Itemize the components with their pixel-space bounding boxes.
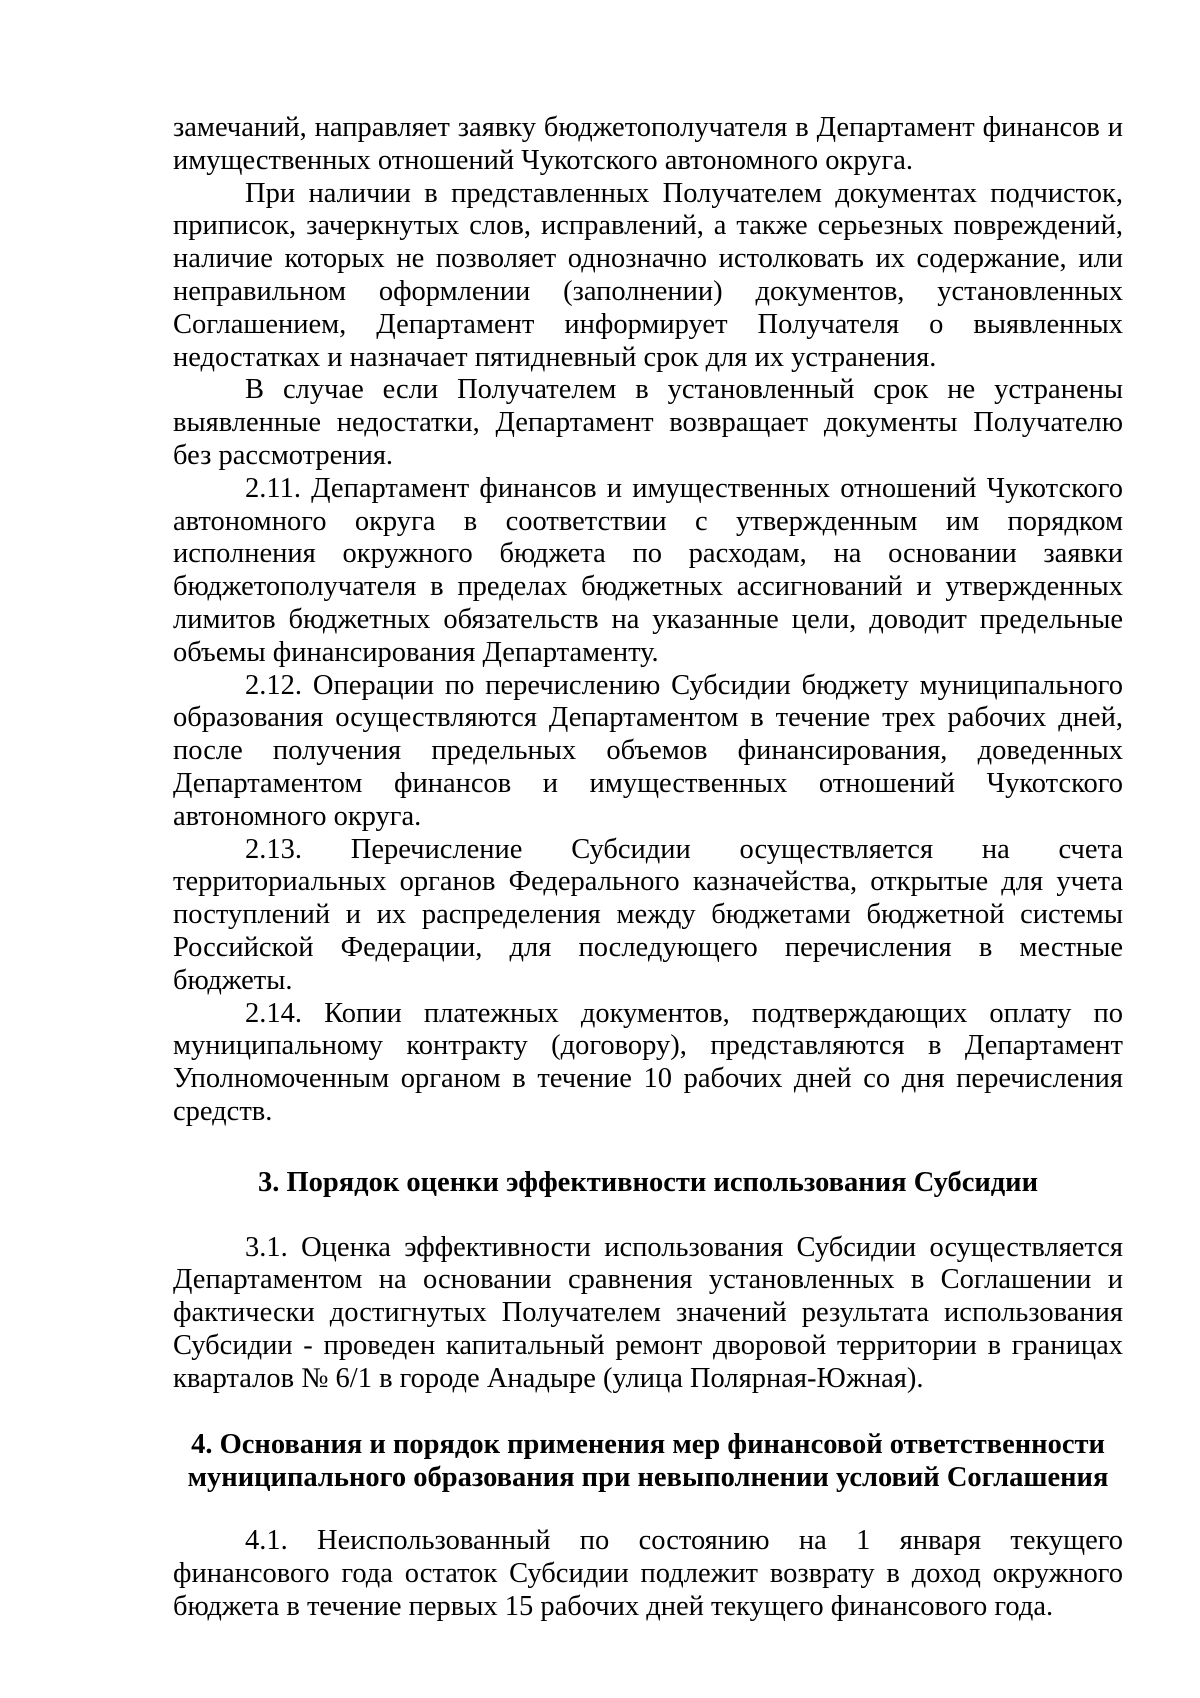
section-4-heading-line-2: муниципального образования при невыполнении условий Соглашения — [187, 1462, 1109, 1494]
paragraph-2-14: 2.14. Копии платежных документов, подтверждающих оплату по муниципальному контракту (договору), представляются в Департамент Уполномоченным органом в течение 10 рабочих дней со дня перечисления средств. — [173, 997, 1123, 1127]
paragraph-2-12: 2.12. Операции по перечислению Субсидии бюджету муниципального образования осуществляются Департаментом в течение трех рабочих дней, после получения предельных объемов финансирования, доведенных Департаментом финансов и имущественных отношений Чукотского автономного округа. — [173, 669, 1123, 832]
spacer — [173, 1129, 1123, 1167]
section-4-heading-line-1: 4. Основания и порядок применения мер финансовой ответственности — [191, 1429, 1105, 1461]
paragraph-4-1: 4.1. Неиспользованный по состоянию на 1 января текущего финансового года остаток Субсидии подлежит возврату в доход окружного бюджета в течение первых 15 рабочих дней текущего финансового года. — [173, 1525, 1123, 1622]
paragraph-corrections: При наличии в представленных Получателем документах подчисток, приписок, зачеркнутых слов, исправлений, а также серьезных повреждений, наличие которых не позволяет однозначно истолковать их содержание, или неправильном оформлении (заполнении) документов, установленных Соглашением, Департамент информирует Получателя о выявленных недостатках и назначает пятидневный срок для их устранения. — [173, 177, 1123, 373]
paragraph-2-13: 2.13. Перечисление Субсидии осуществляется на счета территориальных органов Федерального казначейства, открытые для учета поступлений и их распределения между бюджетами бюджетной системы Российской Федерации, для последующего перечисления в местные бюджеты. — [173, 833, 1123, 996]
paragraph-continuation: замечаний, направляет заявку бюджетополучателя в Департамент финансов и имущественных отношений Чукотского автономного округа. — [173, 112, 1123, 176]
paragraph-2-11: 2.11. Департамент финансов и имущественных отношений Чукотского автономного округа в соответствии с утвержденным им порядком исполнения окружного бюджета по расходам, на основании заявки бюджетополучателя в пределах бюджетных ассигнований и утвержденных лимитов бюджетных обязательств на указанные цели, доводит предельные объемы финансирования Департаменту. — [173, 472, 1123, 668]
document-page — [173, 112, 1123, 1623]
spacer — [173, 1200, 1123, 1232]
spacer — [173, 1395, 1123, 1429]
paragraph-return-documents: В случае если Получателем в установленный срок не устранены выявленные недостатки, Департамент возвращает документы Получателю без рассмотрения. — [173, 374, 1123, 471]
spacer — [173, 1495, 1123, 1525]
paragraph-3-1: 3.1. Оценка эффективности использования Субсидии осуществляется Департаментом на основании сравнения установленных в Соглашении и фактически достигнутых Получателем значений результата использования Субсидии - проведен капитальный ремонт дворовой территории в границах кварталов № 6/1 в городе Анадыре (улица Полярная-Южная). — [173, 1231, 1123, 1394]
section-3-heading: 3. Порядок оценки эффективности использования Субсидии — [257, 1166, 1039, 1198]
